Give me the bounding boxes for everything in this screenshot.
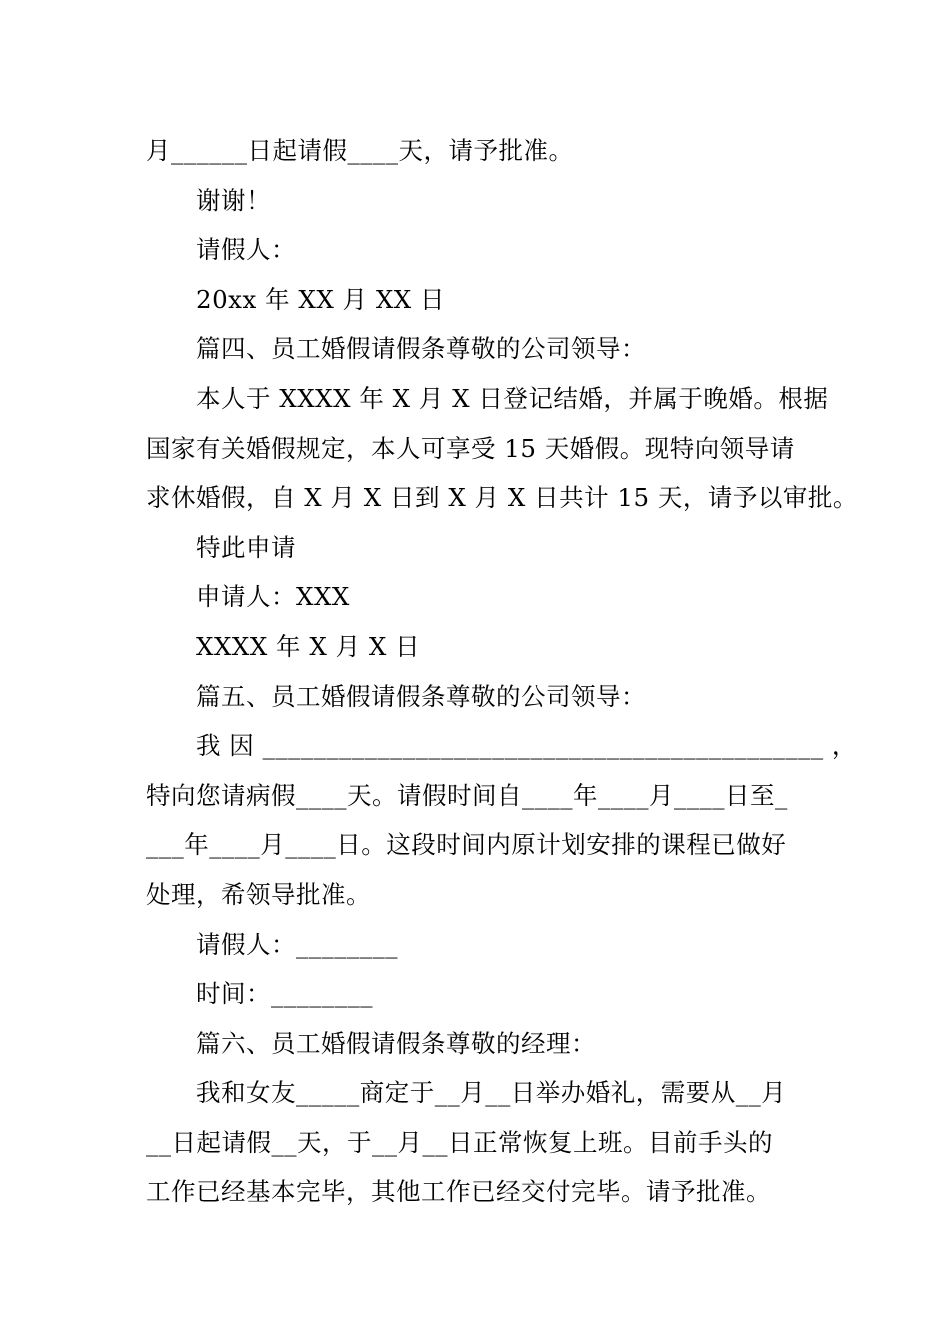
document-line: 篇六、员工婚假请假条尊敬的经理： (196, 1028, 596, 1058)
document-line: 时间：________ (196, 979, 373, 1009)
document-line: 特向您请病假____天。请假时间自____年____月____日至_ (146, 780, 788, 810)
document-line: 工作已经基本完毕，其他工作已经交付完毕。请予批准。 (146, 1177, 771, 1207)
document-line: XXXX 年 X 月 X 日 (196, 631, 421, 661)
document-line: 20xx 年 XX 月 XX 日 (196, 284, 446, 314)
document-line: 本人于 XXXX 年 X 月 X 日登记结婚，并属于晚婚。根据 (196, 383, 829, 413)
document-line: 我和女友_____商定于__月__日举办婚礼，需要从__月 (196, 1078, 787, 1108)
document-line: 月______日起请假____天，请予批准。 (146, 136, 574, 165)
document-line: 我 因 ____________________________________________ ， (196, 731, 857, 761)
document-line: 求休婚假，自 X 月 X 日到 X 月 X 日共计 15 天，请予以审批。 (146, 483, 858, 513)
document-line: 请假人： (196, 235, 296, 265)
document-line: 申请人：XXX (196, 582, 350, 612)
document-line: __日起请假__天，于__月__日正常恢复上班。目前手头的 (146, 1127, 773, 1157)
document-line: 特此申请 (196, 532, 296, 562)
document-line: 篇四、员工婚假请假条尊敬的公司领导： (196, 334, 646, 364)
document-line: 处理，希领导批准。 (146, 879, 371, 909)
document-line: ___年____月____日。这段时间内原计划安排的课程已做好 (146, 830, 787, 860)
document-line: 国家有关婚假规定，本人可享受 15 天婚假。现特向领导请 (146, 433, 795, 463)
document-line: 请假人：________ (196, 929, 398, 959)
document-line: 谢谢！ (196, 185, 271, 215)
document-line: 篇五、员工婚假请假条尊敬的公司领导： (196, 681, 646, 711)
document-body (146, 126, 858, 1217)
